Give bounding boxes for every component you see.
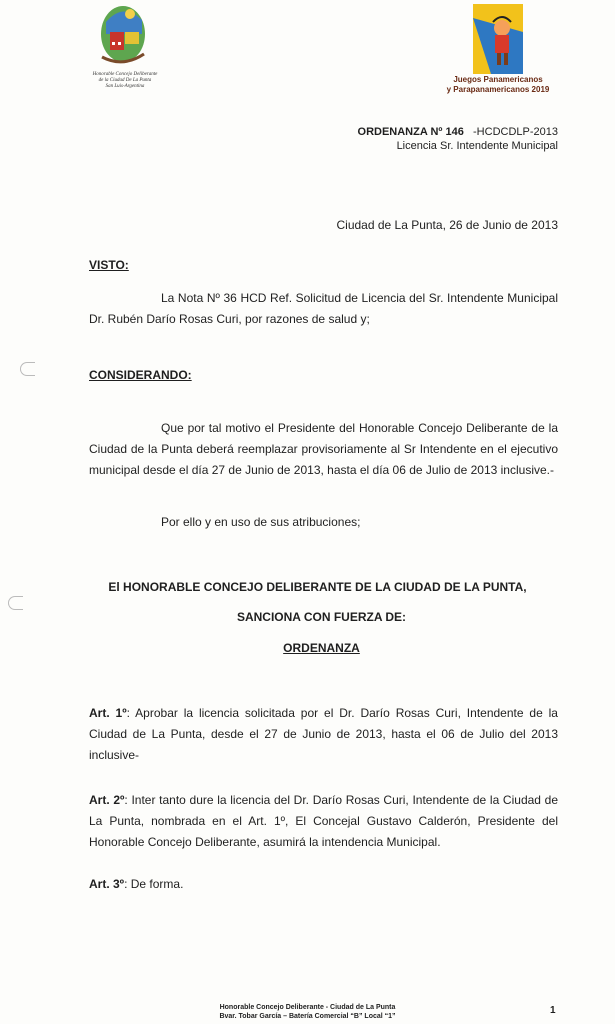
logo-right-caption-line: Juegos Panamericanos <box>453 75 543 84</box>
footer-line-1: Honorable Concejo Deliberante - Ciudad de La Punta <box>219 1004 396 1011</box>
punch-hole-mark <box>20 362 35 376</box>
footer-line-2: Bvar. Tobar García – Batería Comercial “B” Local “1” <box>219 1013 396 1020</box>
ordinance-number: 146 <box>445 126 464 138</box>
article-3 <box>89 874 558 895</box>
punch-hole-mark <box>8 596 23 610</box>
article-text: : Aprobar la licencia solicitada por el Dr. Darío Rosas Curi, Intendente de la Ciudad de La Punta, desde el 27 de Junio de 2013, hasta el 06 de Julio del 2013 inclusive- <box>89 706 558 762</box>
footer <box>0 1003 615 1021</box>
logo-left-caption-line: de la Ciudad De La Punta <box>98 78 152 83</box>
considerando-heading: CONSIDERANDO: <box>89 368 192 382</box>
considerando-closing: Por ello y en uso de sus atribuciones; <box>161 515 361 529</box>
article-text: : De forma. <box>124 877 184 891</box>
visto-body: La Nota Nº 36 HCD Ref. Solicitud de Licencia del Sr. Intendente Municipal Dr. Rubén Darío Rosas Curi, por razones de salud y; <box>89 291 558 326</box>
ordinance-label: ORDENANZA Nº <box>357 126 443 138</box>
article-1 <box>89 703 558 766</box>
article-label: Art. 1º <box>89 706 127 720</box>
logo-left-caption-line: Honorable Concejo Deliberante <box>92 72 158 77</box>
place-date: Ciudad de La Punta, 26 de Junio de 2013 <box>336 218 558 232</box>
ordinance-number-line <box>358 125 558 139</box>
concejo-deliberante-logo <box>92 2 154 68</box>
ordinance-header <box>358 125 558 153</box>
sanction-line-1: El HONORABLE CONCEJO DELIBERANTE DE LA CIUDAD DE LA PUNTA, <box>108 580 527 594</box>
juegos-panamericanos-logo <box>473 4 523 76</box>
sanction-line-2: SANCIONA CON FUERZA DE: <box>236 610 407 624</box>
logo-right-caption-line: y Parapanamericanos 2019 <box>446 85 550 94</box>
article-2 <box>89 790 558 853</box>
logo-right-caption <box>430 75 566 95</box>
logo-left-caption-line: San Luis-Argentina <box>105 84 145 89</box>
page-number: 1 <box>550 1005 556 1016</box>
article-label: Art. 3º <box>89 877 125 891</box>
visto-heading: VISTO: <box>89 258 129 272</box>
ordenanza-title: ORDENANZA <box>283 641 360 655</box>
logo-left-caption <box>82 72 168 90</box>
article-text: : Inter tanto dure la licencia del Dr. Darío Rosas Curi, Intendente de la Ciudad de La Punta, nombrada en el Art. 1º, El Concejal Gustavo Calderón, Presidente del Honorable Concejo Deliberante, asumirá la intendencia Municipal. <box>89 793 558 849</box>
ordinance-subject: Licencia Sr. Intendente Municipal <box>396 140 558 152</box>
considerando-body: Que por tal motivo el Presidente del Honorable Concejo Deliberante de la Ciudad de la Punta deberá reemplazar provisoriamente al Sr Intendente en el ejecutivo municipal desde el día 27 de Junio de 2013, hasta el día 06 de Julio de 2013 inclusive.- <box>89 421 558 477</box>
article-label: Art. 2º <box>89 793 125 807</box>
ordinance-code: -HCDCDLP-2013 <box>473 126 558 138</box>
